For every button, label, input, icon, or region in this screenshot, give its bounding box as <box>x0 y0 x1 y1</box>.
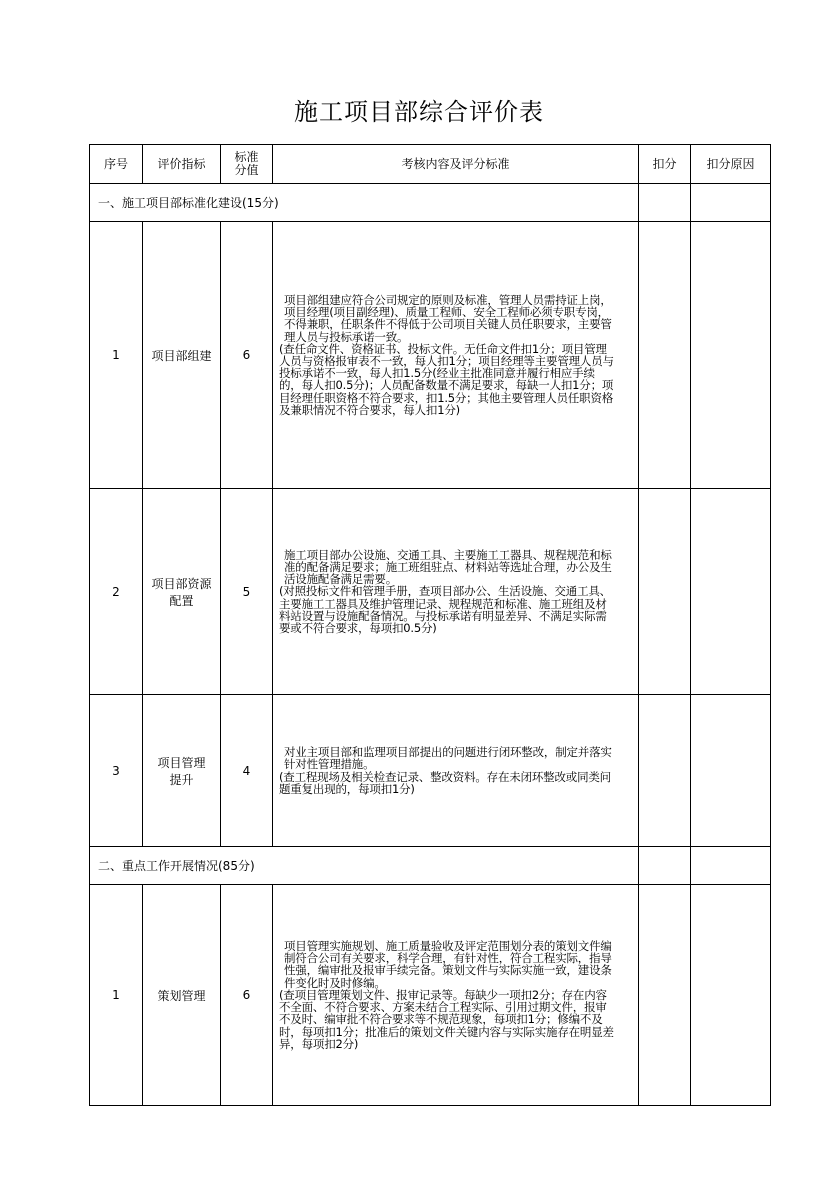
row-score: 4 <box>221 695 273 847</box>
reason-cell[interactable] <box>691 695 771 847</box>
table-row <box>90 222 771 489</box>
row-indicator: 项目部资源配置 <box>143 489 221 695</box>
evaluation-table <box>89 144 771 1106</box>
section-title: 一、施工项目部标准化建设(15分) <box>90 184 639 222</box>
header-content: 考核内容及评分标准 <box>273 145 639 184</box>
row-check: (查任命文件、资格证书、投标文件。无任命文件扣1分；项目管理人员与资格报审表不一致，每人扣1分；项目经理等主要管理人员与投标承诺不一致，每人扣1.5分(经业主批准同意并履行相应手续的，每人扣0.5分)；人员配备数量不满足要求，每缺一人扣1分；项目经理任职资格不符合要求，扣1.5分；其他主要管理人员任职资格及兼职情况不符合要求，每人扣1分) <box>279 341 614 417</box>
deduct-cell[interactable] <box>639 489 691 695</box>
deduct-cell[interactable] <box>639 695 691 847</box>
row-score: 5 <box>221 489 273 695</box>
page-title: 施工项目部综合评价表 <box>294 98 544 126</box>
row-standard: 对业主项目部和监理项目部提出的问题进行闭环整改，制定并落实针对性管理措施。 <box>284 745 612 772</box>
table-row <box>90 885 771 1106</box>
row-content <box>273 222 639 489</box>
section-row <box>90 184 771 222</box>
header-indicator: 评价指标 <box>143 145 221 184</box>
row-standard: 项目管理实施规划、施工质量验收及评定范围划分表的策划文件编制符合公司有关要求，科学合理，有针对性，符合工程实际，指导性强，编审批及报审手续完备。策划文件与实际实施一致，建设条件变化时及时修编。 <box>284 939 612 990</box>
deduct-cell[interactable] <box>639 885 691 1106</box>
table-row <box>90 489 771 695</box>
row-seq: 1 <box>90 222 143 489</box>
row-content <box>273 489 639 695</box>
row-seq: 2 <box>90 489 143 695</box>
row-indicator: 策划管理 <box>143 885 221 1106</box>
section-title: 二、重点工作开展情况(85分) <box>90 847 639 885</box>
row-indicator: 项目管理提升 <box>143 695 221 847</box>
row-check: (对照投标文件和管理手册，查项目部办公、生活设施、交通工具、主要施工工器具及维护管理记录、规程规范和标准、施工班组及材料站设置与设施配备情况。与投标承诺有明显差异、不满足实际需要或不符合要求，每项扣0.5分) <box>279 584 611 635</box>
deduct-cell[interactable] <box>639 184 691 222</box>
header-row <box>90 145 771 184</box>
row-score: 6 <box>221 885 273 1106</box>
header-score: 标准 分值 <box>221 145 273 184</box>
header-deduct: 扣分 <box>639 145 691 184</box>
deduct-cell[interactable] <box>639 222 691 489</box>
reason-cell[interactable] <box>691 222 771 489</box>
reason-cell[interactable] <box>691 184 771 222</box>
row-seq: 3 <box>90 695 143 847</box>
row-standard: 项目部组建应符合公司规定的原则及标准，管理人员需持证上岗，项目经理(项目副经理)、质量工程师、安全工程师必须专职专岗，不得兼职，任职条件不得低于公司项目关键人员任职要求，主要管理人员与投标承诺一致。 <box>284 292 612 344</box>
row-score: 6 <box>221 222 273 489</box>
reason-cell[interactable] <box>691 847 771 885</box>
row-check: (查工程现场及相关检查记录、整改资料。存在未闭环整改或同类问题重复出现的，每项扣1分) <box>279 769 611 796</box>
row-content <box>273 695 639 847</box>
header-reason: 扣分原因 <box>691 145 771 184</box>
section-row <box>90 847 771 885</box>
reason-cell[interactable] <box>691 489 771 695</box>
deduct-cell[interactable] <box>639 847 691 885</box>
table-row <box>90 695 771 847</box>
row-standard: 施工项目部办公设施、交通工具、主要施工工器具、规程规范和标准的配备满足要求；施工班组驻点、材料站等选址合理，办公及生活设施配备满足需要。 <box>284 547 612 587</box>
row-content <box>273 885 639 1106</box>
reason-cell[interactable] <box>691 885 771 1106</box>
row-seq: 1 <box>90 885 143 1106</box>
header-seq: 序号 <box>90 145 143 184</box>
row-indicator: 项目部组建 <box>143 222 221 489</box>
row-check: (查项目管理策划文件、报审记录等。每缺少一项扣2分；存在内容不全面、不符合要求、方案未结合工程实际、引用过期文件，报审不及时、编审批不符合要求等不规范现象，每项扣1分；修编不及时，每项扣1分；批准后的策划文件关键内容与实际实施存在明显差异，每项扣2分) <box>279 987 614 1051</box>
